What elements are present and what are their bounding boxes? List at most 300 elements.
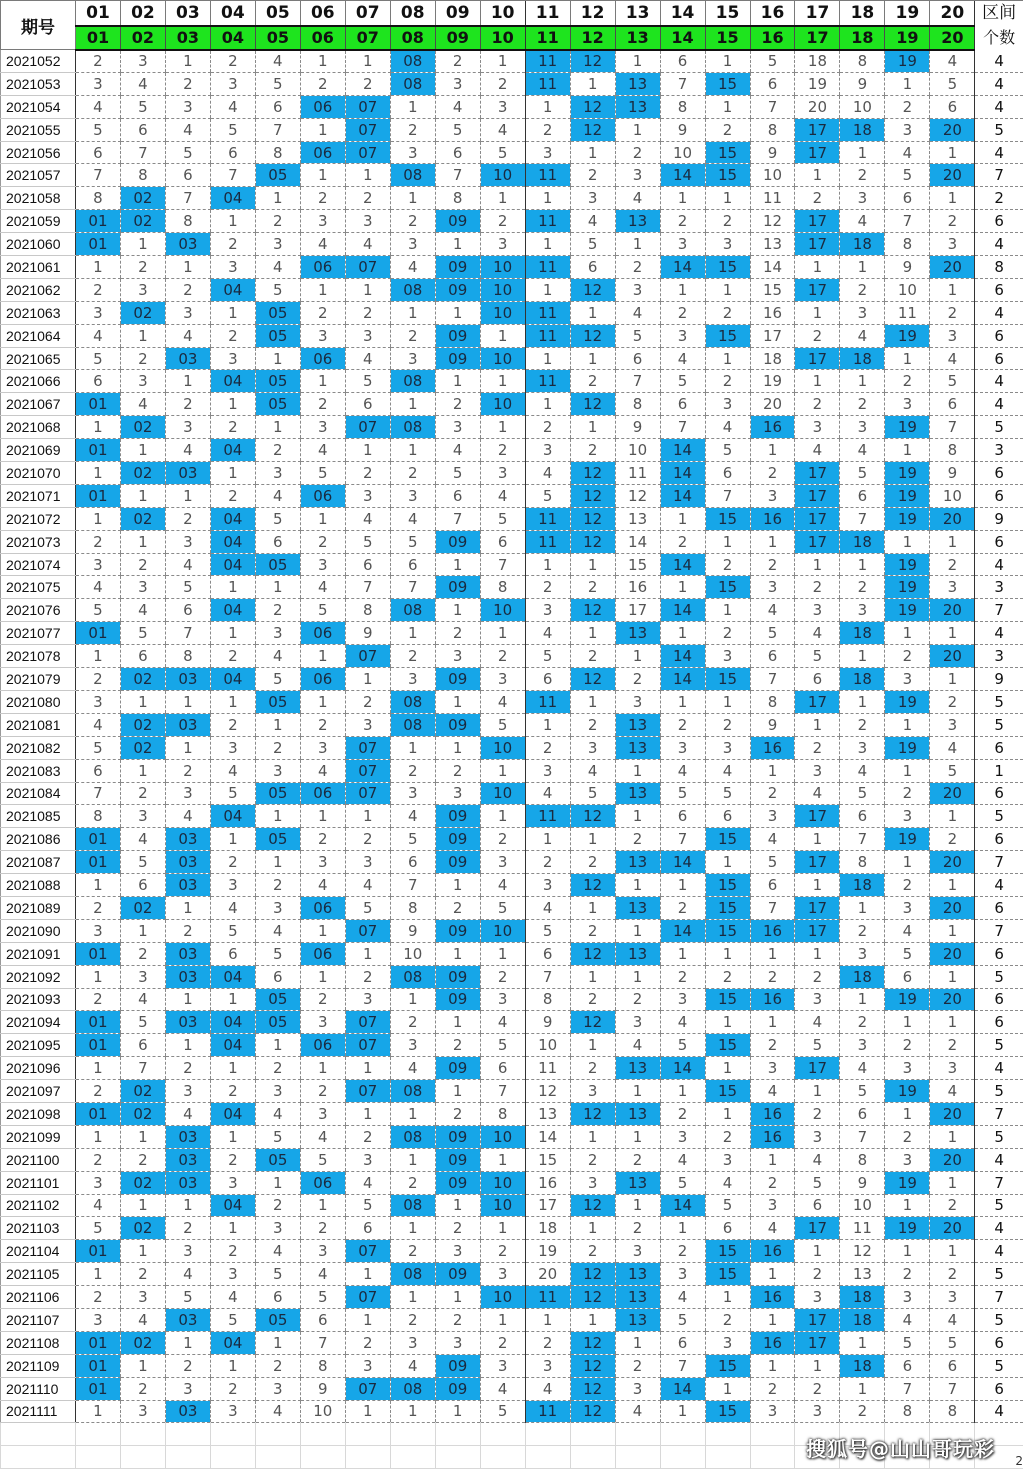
drawn-number-cell: 13 (615, 95, 660, 118)
issue-cell: 2021085 (1, 805, 76, 828)
omission-cell: 4 (75, 95, 120, 118)
omission-cell: 3 (210, 72, 255, 95)
omission-cell: 5 (480, 141, 525, 164)
omission-cell: 4 (300, 759, 345, 782)
omission-cell: 5 (75, 1217, 120, 1240)
omission-cell: 3 (660, 1125, 705, 1148)
omission-cell: 1 (300, 370, 345, 393)
omission-cell: 1 (570, 1308, 615, 1331)
drawn-number-cell: 01 (75, 439, 120, 462)
omission-cell: 1 (840, 370, 885, 393)
omission-cell: 6 (840, 1102, 885, 1125)
omission-cell: 6 (345, 1217, 390, 1240)
issue-cell: 2021069 (1, 439, 76, 462)
omission-cell: 4 (435, 439, 480, 462)
table-row (1, 1080, 1023, 1103)
omission-cell: 4 (570, 759, 615, 782)
interval-count-cell: 4 (975, 1057, 1023, 1080)
omission-cell: 8 (930, 1400, 975, 1423)
drawn-number-cell: 15 (705, 576, 750, 599)
omission-cell: 1 (795, 828, 840, 851)
omission-cell: 2 (435, 896, 480, 919)
blank-cell (390, 1423, 435, 1446)
drawn-number-cell: 03 (165, 233, 210, 256)
drawn-number-cell: 10 (480, 278, 525, 301)
table-row (1, 690, 1023, 713)
drawn-number-cell: 11 (525, 210, 570, 233)
drawn-number-cell: 13 (615, 736, 660, 759)
drawn-number-cell: 08 (390, 690, 435, 713)
blank-cell (75, 1423, 120, 1446)
interval-count-cell: 5 (975, 965, 1023, 988)
drawn-number-cell: 06 (300, 256, 345, 279)
issue-cell: 2021077 (1, 622, 76, 645)
omission-cell: 18 (750, 347, 795, 370)
omission-cell: 4 (840, 439, 885, 462)
omission-cell: 6 (300, 1308, 345, 1331)
interval-count-cell: 5 (975, 1080, 1023, 1103)
drawn-number-cell: 15 (705, 988, 750, 1011)
omission-cell: 2 (300, 828, 345, 851)
omission-cell: 2 (300, 72, 345, 95)
drawn-number-cell: 11 (525, 256, 570, 279)
drawn-number-cell: 15 (705, 164, 750, 187)
omission-cell: 2 (210, 324, 255, 347)
omission-cell: 3 (525, 599, 570, 622)
omission-cell: 3 (345, 713, 390, 736)
omission-cell: 3 (750, 1400, 795, 1423)
omission-cell: 2 (930, 1034, 975, 1057)
omission-cell: 1 (840, 256, 885, 279)
omission-cell: 6 (255, 95, 300, 118)
drawn-number-cell: 13 (615, 1102, 660, 1125)
omission-cell: 4 (525, 622, 570, 645)
omission-cell: 3 (75, 553, 120, 576)
omission-cell: 12 (615, 484, 660, 507)
omission-cell: 6 (255, 965, 300, 988)
omission-cell: 4 (435, 95, 480, 118)
drawn-number-cell: 08 (390, 50, 435, 73)
omission-cell: 1 (120, 919, 165, 942)
blank-cell (165, 1446, 210, 1469)
omission-cell: 2 (165, 759, 210, 782)
table-row (1, 72, 1023, 95)
omission-cell: 6 (525, 668, 570, 691)
issue-cell: 2021100 (1, 1148, 76, 1171)
issue-cell: 2021054 (1, 95, 76, 118)
drawn-number-cell: 17 (795, 1057, 840, 1080)
omission-cell: 1 (615, 233, 660, 256)
drawn-number-cell: 17 (795, 851, 840, 874)
number-header-green: 08 (390, 26, 435, 50)
omission-cell: 1 (930, 622, 975, 645)
drawn-number-cell: 04 (210, 439, 255, 462)
omission-cell: 1 (705, 1102, 750, 1125)
omission-cell: 1 (525, 553, 570, 576)
omission-cell: 5 (840, 1080, 885, 1103)
omission-cell: 12 (750, 210, 795, 233)
omission-cell: 1 (795, 370, 840, 393)
omission-cell: 3 (345, 1148, 390, 1171)
interval-count-cell: 6 (975, 896, 1023, 919)
drawn-number-cell: 09 (435, 668, 480, 691)
omission-cell: 6 (165, 599, 210, 622)
drawn-number-cell: 18 (840, 233, 885, 256)
omission-cell: 2 (435, 1217, 480, 1240)
omission-cell: 8 (660, 95, 705, 118)
table-row (1, 599, 1023, 622)
omission-cell: 7 (75, 164, 120, 187)
omission-cell: 9 (615, 416, 660, 439)
issue-cell: 2021063 (1, 301, 76, 324)
omission-cell: 2 (840, 1400, 885, 1423)
omission-cell: 3 (390, 347, 435, 370)
omission-cell: 2 (795, 576, 840, 599)
table-row (1, 1011, 1023, 1034)
drawn-number-cell: 13 (615, 851, 660, 874)
table-row (1, 1400, 1023, 1423)
blank-cell (435, 1446, 480, 1469)
interval-count-cell: 7 (975, 164, 1023, 187)
drawn-number-cell: 09 (435, 828, 480, 851)
omission-cell: 3 (435, 645, 480, 668)
omission-cell: 8 (165, 645, 210, 668)
omission-cell: 5 (255, 942, 300, 965)
drawn-number-cell: 02 (120, 210, 165, 233)
drawn-number-cell: 12 (570, 1263, 615, 1286)
issue-cell: 2021091 (1, 942, 76, 965)
drawn-number-cell: 13 (615, 896, 660, 919)
omission-cell: 1 (345, 164, 390, 187)
omission-cell: 5 (705, 1194, 750, 1217)
omission-cell: 2 (750, 553, 795, 576)
omission-cell: 8 (300, 1354, 345, 1377)
drawn-number-cell: 08 (390, 164, 435, 187)
omission-cell: 1 (255, 1331, 300, 1354)
blank-cell (750, 1446, 795, 1469)
interval-count-cell: 6 (975, 1377, 1023, 1400)
omission-cell: 16 (750, 301, 795, 324)
table-row (1, 1331, 1023, 1354)
omission-cell: 1 (705, 530, 750, 553)
omission-cell: 1 (345, 1400, 390, 1423)
drawn-number-cell: 09 (435, 278, 480, 301)
omission-cell: 4 (120, 599, 165, 622)
number-header: 14 (660, 1, 705, 26)
drawn-number-cell: 16 (750, 1125, 795, 1148)
omission-cell: 9 (750, 713, 795, 736)
drawn-number-cell: 09 (435, 1125, 480, 1148)
omission-cell: 1 (570, 690, 615, 713)
issue-cell: 2021106 (1, 1286, 76, 1309)
omission-cell: 4 (75, 324, 120, 347)
omission-cell: 2 (750, 1377, 795, 1400)
omission-cell: 2 (75, 1080, 120, 1103)
omission-cell: 3 (525, 759, 570, 782)
issue-cell: 2021102 (1, 1194, 76, 1217)
drawn-number-cell: 08 (390, 370, 435, 393)
omission-cell: 5 (885, 164, 930, 187)
drawn-number-cell: 15 (705, 256, 750, 279)
omission-cell: 1 (255, 187, 300, 210)
omission-cell: 5 (795, 1034, 840, 1057)
omission-cell: 6 (255, 530, 300, 553)
number-header-green: 02 (120, 26, 165, 50)
drawn-number-cell: 09 (435, 805, 480, 828)
omission-cell: 7 (165, 187, 210, 210)
omission-cell: 3 (390, 1331, 435, 1354)
omission-cell: 20 (525, 1263, 570, 1286)
omission-cell: 4 (255, 50, 300, 73)
omission-cell: 1 (930, 187, 975, 210)
issue-cell: 2021055 (1, 118, 76, 141)
drawn-number-cell: 02 (120, 896, 165, 919)
drawn-number-cell: 18 (840, 668, 885, 691)
omission-cell: 6 (210, 141, 255, 164)
omission-cell: 1 (885, 439, 930, 462)
omission-cell: 8 (480, 1102, 525, 1125)
drawn-number-cell: 09 (435, 210, 480, 233)
drawn-number-cell: 01 (75, 210, 120, 233)
issue-cell: 2021087 (1, 851, 76, 874)
omission-cell: 1 (165, 690, 210, 713)
issue-cell: 2021108 (1, 1331, 76, 1354)
omission-cell: 3 (885, 118, 930, 141)
omission-cell: 4 (930, 347, 975, 370)
omission-cell: 3 (750, 484, 795, 507)
omission-cell: 1 (120, 690, 165, 713)
omission-cell: 4 (480, 118, 525, 141)
omission-cell: 2 (795, 1377, 840, 1400)
drawn-number-cell: 07 (345, 736, 390, 759)
drawn-number-cell: 15 (705, 668, 750, 691)
omission-cell: 1 (435, 599, 480, 622)
drawn-number-cell: 09 (435, 324, 480, 347)
drawn-number-cell: 20 (930, 782, 975, 805)
drawn-number-cell: 04 (210, 1011, 255, 1034)
omission-cell: 4 (750, 599, 795, 622)
omission-cell: 1 (165, 736, 210, 759)
omission-cell: 1 (120, 1125, 165, 1148)
omission-cell: 4 (795, 622, 840, 645)
omission-cell: 4 (840, 324, 885, 347)
omission-cell: 1 (345, 1308, 390, 1331)
omission-cell: 5 (795, 645, 840, 668)
omission-cell: 4 (210, 95, 255, 118)
number-header-green: 20 (930, 26, 975, 50)
omission-cell: 1 (705, 1057, 750, 1080)
omission-cell: 3 (435, 72, 480, 95)
drawn-number-cell: 06 (300, 668, 345, 691)
omission-cell: 4 (165, 439, 210, 462)
drawn-number-cell: 08 (390, 278, 435, 301)
omission-cell: 4 (480, 690, 525, 713)
omission-cell: 3 (840, 942, 885, 965)
blank-cell (615, 1446, 660, 1469)
omission-cell: 1 (705, 690, 750, 713)
drawn-number-cell: 12 (570, 95, 615, 118)
omission-cell: 4 (255, 484, 300, 507)
issue-cell: 2021092 (1, 965, 76, 988)
drawn-number-cell: 20 (930, 1217, 975, 1240)
omission-cell: 2 (300, 187, 345, 210)
table-row (1, 805, 1023, 828)
omission-cell: 3 (75, 919, 120, 942)
omission-cell: 1 (435, 553, 480, 576)
omission-cell: 2 (300, 713, 345, 736)
omission-cell: 1 (300, 50, 345, 73)
drawn-number-cell: 15 (705, 1034, 750, 1057)
omission-cell: 3 (210, 256, 255, 279)
issue-cell: 2021060 (1, 233, 76, 256)
omission-cell: 1 (795, 164, 840, 187)
omission-cell: 5 (120, 622, 165, 645)
drawn-number-cell: 05 (255, 782, 300, 805)
omission-cell: 6 (120, 874, 165, 897)
drawn-number-cell: 09 (435, 988, 480, 1011)
omission-cell: 3 (165, 416, 210, 439)
omission-cell: 2 (840, 919, 885, 942)
omission-cell: 1 (750, 530, 795, 553)
omission-cell: 3 (210, 1400, 255, 1423)
omission-cell: 4 (615, 1400, 660, 1423)
omission-cell: 3 (390, 233, 435, 256)
omission-cell: 1 (750, 942, 795, 965)
omission-cell: 2 (345, 72, 390, 95)
interval-count-cell: 6 (975, 462, 1023, 485)
omission-cell: 1 (210, 393, 255, 416)
drawn-number-cell: 12 (570, 1377, 615, 1400)
omission-cell: 2 (75, 1148, 120, 1171)
drawn-number-cell: 18 (840, 118, 885, 141)
interval-count-cell: 4 (975, 50, 1023, 73)
omission-cell: 5 (435, 462, 480, 485)
omission-cell: 1 (705, 187, 750, 210)
omission-cell: 3 (165, 1240, 210, 1263)
omission-cell: 4 (840, 210, 885, 233)
omission-cell: 3 (75, 690, 120, 713)
issue-cell: 2021103 (1, 1217, 76, 1240)
drawn-number-cell: 17 (795, 919, 840, 942)
omission-cell: 4 (615, 301, 660, 324)
issue-cell: 2021088 (1, 874, 76, 897)
omission-cell: 1 (795, 256, 840, 279)
omission-cell: 1 (75, 1400, 120, 1423)
omission-cell: 2 (255, 736, 300, 759)
omission-cell: 4 (165, 118, 210, 141)
drawn-number-cell: 09 (435, 530, 480, 553)
omission-cell: 3 (840, 301, 885, 324)
interval-count-cell: 3 (975, 439, 1023, 462)
omission-cell: 3 (705, 233, 750, 256)
omission-cell: 16 (525, 1171, 570, 1194)
drawn-number-cell: 19 (885, 50, 930, 73)
blank-cell (75, 1446, 120, 1469)
omission-cell: 3 (705, 1331, 750, 1354)
blank-cell (300, 1423, 345, 1446)
omission-cell: 6 (705, 462, 750, 485)
table-row (1, 1286, 1023, 1309)
omission-cell: 8 (750, 690, 795, 713)
interval-count-cell: 4 (975, 553, 1023, 576)
drawn-number-cell: 12 (570, 530, 615, 553)
omission-cell: 1 (255, 805, 300, 828)
omission-cell: 5 (390, 530, 435, 553)
omission-cell: 4 (750, 1080, 795, 1103)
drawn-number-cell: 12 (570, 1286, 615, 1309)
omission-cell: 2 (210, 1148, 255, 1171)
omission-cell: 2 (750, 965, 795, 988)
drawn-number-cell: 10 (480, 256, 525, 279)
omission-cell: 5 (300, 462, 345, 485)
omission-cell: 2 (210, 50, 255, 73)
omission-cell: 4 (750, 1217, 795, 1240)
drawn-number-cell: 15 (705, 72, 750, 95)
issue-cell: 2021081 (1, 713, 76, 736)
omission-cell: 2 (75, 530, 120, 553)
omission-cell: 1 (165, 896, 210, 919)
interval-count-cell: 5 (975, 118, 1023, 141)
interval-count-cell: 4 (975, 141, 1023, 164)
table-row (1, 370, 1023, 393)
omission-cell: 3 (255, 462, 300, 485)
drawn-number-cell: 05 (255, 1011, 300, 1034)
omission-cell: 5 (165, 1286, 210, 1309)
omission-cell: 17 (525, 1194, 570, 1217)
drawn-number-cell: 01 (75, 1354, 120, 1377)
omission-cell: 4 (795, 782, 840, 805)
omission-cell: 1 (480, 1148, 525, 1171)
omission-cell: 5 (255, 278, 300, 301)
omission-cell: 2 (660, 1102, 705, 1125)
table-row (1, 1102, 1023, 1125)
omission-cell: 1 (660, 1080, 705, 1103)
omission-cell: 3 (255, 1217, 300, 1240)
drawn-number-cell: 12 (570, 507, 615, 530)
omission-cell: 1 (750, 759, 795, 782)
drawn-number-cell: 13 (615, 622, 660, 645)
omission-cell: 1 (75, 874, 120, 897)
drawn-number-cell: 19 (885, 828, 930, 851)
omission-cell: 4 (120, 828, 165, 851)
table-row (1, 1057, 1023, 1080)
omission-cell: 3 (525, 439, 570, 462)
blank-cell (255, 1446, 300, 1469)
omission-cell: 1 (750, 1308, 795, 1331)
omission-cell: 7 (75, 782, 120, 805)
omission-cell: 1 (660, 1217, 705, 1240)
omission-cell: 6 (885, 187, 930, 210)
omission-cell: 1 (795, 874, 840, 897)
omission-cell: 13 (840, 1263, 885, 1286)
omission-cell: 2 (570, 988, 615, 1011)
drawn-number-cell: 01 (75, 828, 120, 851)
number-header-green: 07 (345, 26, 390, 50)
issue-cell: 2021105 (1, 1263, 76, 1286)
drawn-number-cell: 19 (885, 553, 930, 576)
omission-cell: 2 (615, 141, 660, 164)
omission-cell: 3 (930, 1057, 975, 1080)
drawn-number-cell: 09 (435, 1057, 480, 1080)
table-row (1, 484, 1023, 507)
omission-cell: 1 (300, 1194, 345, 1217)
omission-cell: 2 (885, 645, 930, 668)
omission-cell: 3 (840, 736, 885, 759)
omission-cell: 6 (840, 484, 885, 507)
drawn-number-cell: 06 (300, 896, 345, 919)
omission-cell: 2 (390, 462, 435, 485)
omission-cell: 1 (525, 347, 570, 370)
